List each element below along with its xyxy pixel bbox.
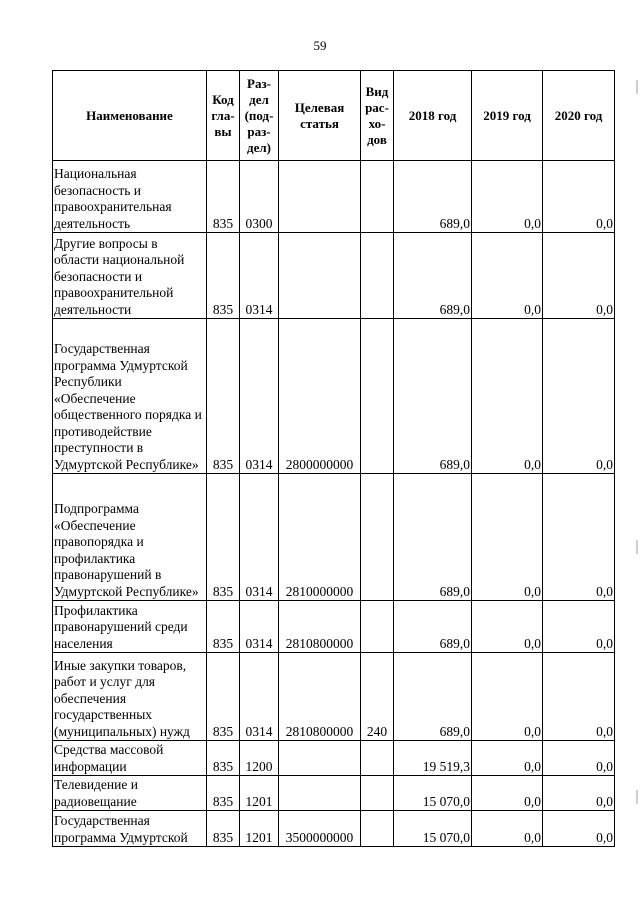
row-section: 0314: [240, 474, 279, 601]
row-chapter: 835: [207, 233, 240, 319]
row-2019: 0,0: [472, 474, 543, 601]
row-2018: 19 519,3: [394, 741, 472, 776]
row-2020: 0,0: [543, 474, 615, 601]
row-expense: [361, 776, 394, 811]
row-2019: 0,0: [472, 233, 543, 319]
row-expense: [361, 161, 394, 233]
row-2018: 689,0: [394, 653, 472, 741]
scan-edge-mark: [636, 540, 638, 554]
row-expense: [361, 233, 394, 319]
row-name: Подпрограмма «Обеспечение правопорядка и профилактика правонарушений в Удмуртской Республике»: [53, 474, 207, 601]
row-2020: 0,0: [543, 811, 615, 847]
row-chapter: 835: [207, 776, 240, 811]
row-name: Иные закупки товаров, работ и услуг для обеспечения государственных (муниципальных) нужд: [53, 653, 207, 741]
row-expense: [361, 319, 394, 474]
row-2019: 0,0: [472, 601, 543, 653]
row-name: Национальная безопасность и правоохранительная деятельность: [53, 161, 207, 233]
table-row: [53, 811, 615, 847]
row-2019: 0,0: [472, 776, 543, 811]
row-2018: 689,0: [394, 601, 472, 653]
table-row: [53, 653, 615, 741]
header-target: Целевая статья: [279, 71, 361, 161]
row-name: Государственная программа Удмуртской: [53, 811, 207, 847]
row-expense: [361, 474, 394, 601]
row-target: [279, 161, 361, 233]
table-row: [53, 741, 615, 776]
row-chapter: 835: [207, 601, 240, 653]
row-2018: 689,0: [394, 474, 472, 601]
row-section: 0314: [240, 653, 279, 741]
row-2019: 0,0: [472, 161, 543, 233]
row-2018: 15 070,0: [394, 776, 472, 811]
row-name: Телевидение и радиовещание: [53, 776, 207, 811]
header-2020: 2020 год: [543, 71, 615, 161]
row-2020: 0,0: [543, 776, 615, 811]
row-section: 1201: [240, 776, 279, 811]
row-2020: 0,0: [543, 319, 615, 474]
row-target: 2800000000: [279, 319, 361, 474]
table-row: [53, 601, 615, 653]
row-chapter: 835: [207, 653, 240, 741]
row-chapter: 835: [207, 741, 240, 776]
header-row: [53, 71, 615, 161]
row-2018: 689,0: [394, 233, 472, 319]
header-name: Наименование: [53, 71, 207, 161]
table-row: [53, 233, 615, 319]
row-target: [279, 741, 361, 776]
table-row: [53, 319, 615, 474]
row-chapter: 835: [207, 811, 240, 847]
row-target: 2810800000: [279, 601, 361, 653]
row-2020: 0,0: [543, 741, 615, 776]
row-2020: 0,0: [543, 601, 615, 653]
budget-table: [52, 70, 615, 847]
row-2018: 689,0: [394, 161, 472, 233]
row-2020: 0,0: [543, 233, 615, 319]
row-2019: 0,0: [472, 319, 543, 474]
row-chapter: 835: [207, 319, 240, 474]
row-name: Другие вопросы в области национальной безопасности и правоохранительной деятельности: [53, 233, 207, 319]
table-row: [53, 474, 615, 601]
row-section: 1201: [240, 811, 279, 847]
header-2018: 2018 год: [394, 71, 472, 161]
row-target: [279, 233, 361, 319]
row-name: Средства массовой информации: [53, 741, 207, 776]
row-2019: 0,0: [472, 653, 543, 741]
row-name: Государственная программа Удмуртской Республики «Обеспечение общественного порядка и противодействие преступности в Удмуртской Республике»: [53, 319, 207, 474]
row-target: 3500000000: [279, 811, 361, 847]
header-chapter: Код гла- вы: [207, 71, 240, 161]
row-2019: 0,0: [472, 811, 543, 847]
row-section: 0314: [240, 601, 279, 653]
page-number: 59: [313, 38, 327, 53]
row-section: 0300: [240, 161, 279, 233]
row-2018: 689,0: [394, 319, 472, 474]
row-chapter: 835: [207, 474, 240, 601]
header-section: Раз- дел (под- раз- дел): [240, 71, 279, 161]
row-2019: 0,0: [472, 741, 543, 776]
row-section: 1200: [240, 741, 279, 776]
row-2020: 0,0: [543, 161, 615, 233]
row-target: 2810000000: [279, 474, 361, 601]
row-chapter: 835: [207, 161, 240, 233]
row-2018: 15 070,0: [394, 811, 472, 847]
scan-edge-mark: [636, 790, 638, 804]
header-expense: Вид рас- хо- дов: [361, 71, 394, 161]
row-expense: [361, 601, 394, 653]
row-name: Профилактика правонарушений среди населения: [53, 601, 207, 653]
table-row: [53, 161, 615, 233]
row-expense: [361, 741, 394, 776]
row-section: 0314: [240, 233, 279, 319]
table-row: [53, 776, 615, 811]
scan-edge-mark: [636, 80, 638, 94]
row-expense: 240: [361, 653, 394, 741]
row-expense: [361, 811, 394, 847]
row-2020: 0,0: [543, 653, 615, 741]
header-2019: 2019 год: [472, 71, 543, 161]
row-target: 2810800000: [279, 653, 361, 741]
row-section: 0314: [240, 319, 279, 474]
row-target: [279, 776, 361, 811]
